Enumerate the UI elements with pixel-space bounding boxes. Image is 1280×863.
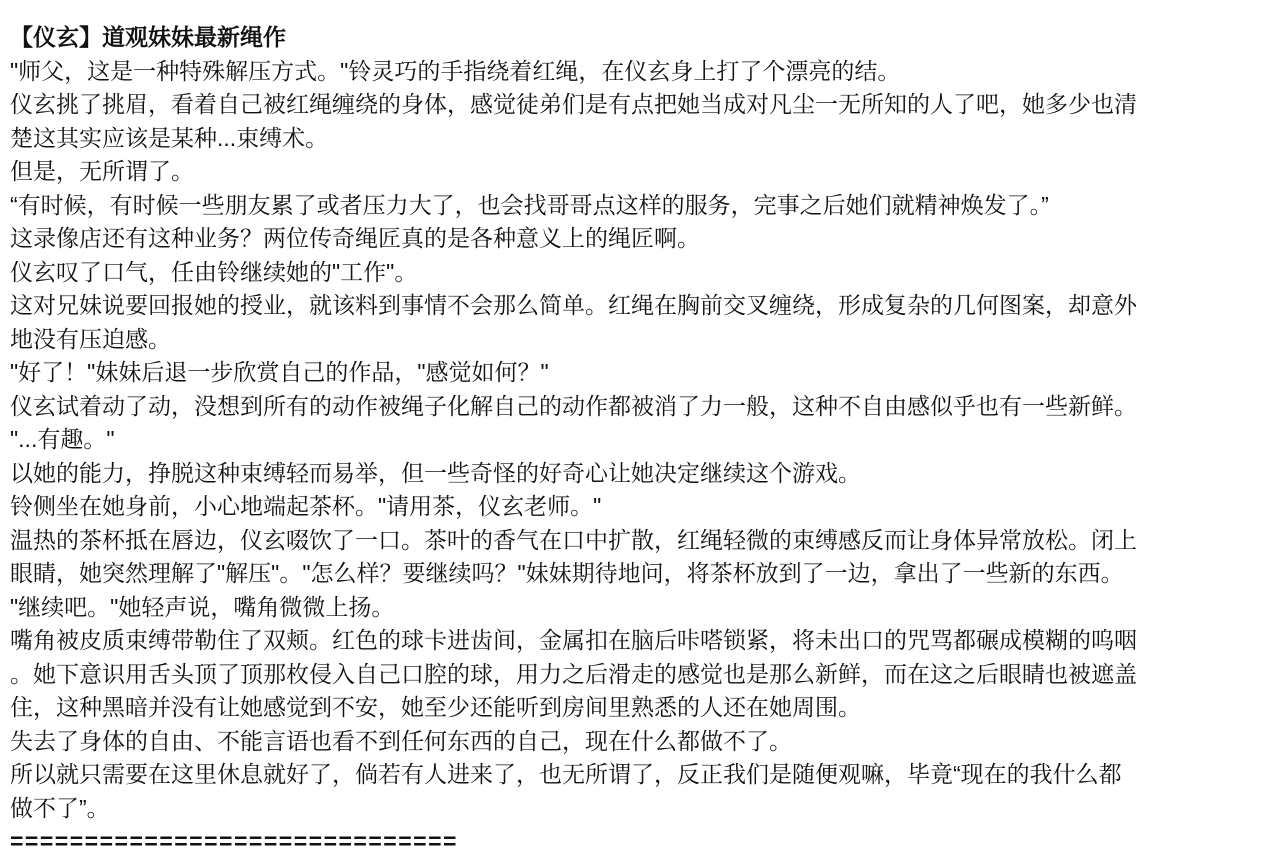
text-line: 铃侧坐在她身前，小心地端起茶杯。"请用茶，仪玄老师。" <box>10 493 602 519</box>
text-line: 仪玄挑了挑眉，看着自己被红绳缠绕的身体，感觉徒弟们是有点把她当成对凡尘一无所知的人了吧，她多少也清 <box>10 91 1137 117</box>
text-line: 这录像店还有这种业务？两位传奇绳匠真的是各种意义上的绳匠啊。 <box>10 225 700 251</box>
text-line: 嘴角被皮质束缚带勒住了双颊。红色的球卡进齿间，金属扣在脑后咔嗒锁紧，将未出口的咒骂都碾成模糊的呜咽 <box>10 627 1137 653</box>
document-title: 【仪玄】道观妹妹最新绳作 <box>10 24 286 50</box>
text-line: 所以就只需要在这里休息就好了，倘若有人进来了，也无所谓了，反正我们是随便观嘛，毕竟“现在的我什么都 <box>10 761 1122 787</box>
text-line: 仪玄叹了口气，任由铃继续她的"工作"。 <box>10 258 418 285</box>
text-line: 失去了身体的自由、不能言语也看不到任何东西的自己，现在什么都做不了。 <box>10 727 792 754</box>
text-line: "好了！"妹妹后退一步欣赏自己的作品，"感觉如何？" <box>10 359 549 385</box>
text-line: “有时候，有时候一些朋友累了或者压力大了，也会找哥哥点这样的服务，完事之后她们就精神焕发了。” <box>10 191 1049 218</box>
text-line: 温热的茶杯抵在唇边，仪玄啜饮了一口。茶叶的香气在口中扩散，红绳轻微的束缚感反而让身体异常放松。闭上 <box>10 526 1137 553</box>
text-line: 这对兄妹说要回报她的授业，就该料到事情不会那么简单。红绳在胸前交叉缠绕，形成复杂的几何图案，却意外 <box>10 292 1137 318</box>
text-line: 地没有压迫感。 <box>10 325 171 352</box>
text-line: 以她的能力，挣脱这种束缚轻而易举，但一些奇怪的好奇心让她决定继续这个游戏。 <box>10 459 861 486</box>
text-line: 住，这种黑暗并没有让她感觉到不安，她至少还能听到房间里熟悉的人还在她周围。 <box>10 694 861 720</box>
text-line: 眼睛，她突然理解了"解压"。"怎么样？要继续吗？"妹妹期待地问，将茶杯放到了一边，拿出了一些新的东西。 <box>10 560 1124 586</box>
text-line: "继续吧。"她轻声说，嘴角微微上扬。 <box>10 593 395 620</box>
text-line: 但是，无所谓了。 <box>10 158 194 184</box>
separator-line: ============================== <box>10 828 458 854</box>
text-line: 。她下意识用舌头顶了顶那枚侵入自己口腔的球，用力之后滑走的感觉也是那么新鲜，而在这之后眼睛也被遮盖 <box>10 660 1137 687</box>
text-line: "...有趣。" <box>10 426 115 452</box>
text-line: 仪玄试着动了动，没想到所有的动作被绳子化解自己的动作都被消了力一般，这种不自由感似乎也有一些新鲜。 <box>10 392 1137 419</box>
text-line: "师父，这是一种特殊解压方式。"铃灵巧的手指绕着红绳，在仪玄身上打了个漂亮的结。 <box>10 57 901 84</box>
text-line: 做不了”。 <box>10 794 110 821</box>
text-line: 楚这其实应该是某种...束缚术。 <box>10 124 329 151</box>
